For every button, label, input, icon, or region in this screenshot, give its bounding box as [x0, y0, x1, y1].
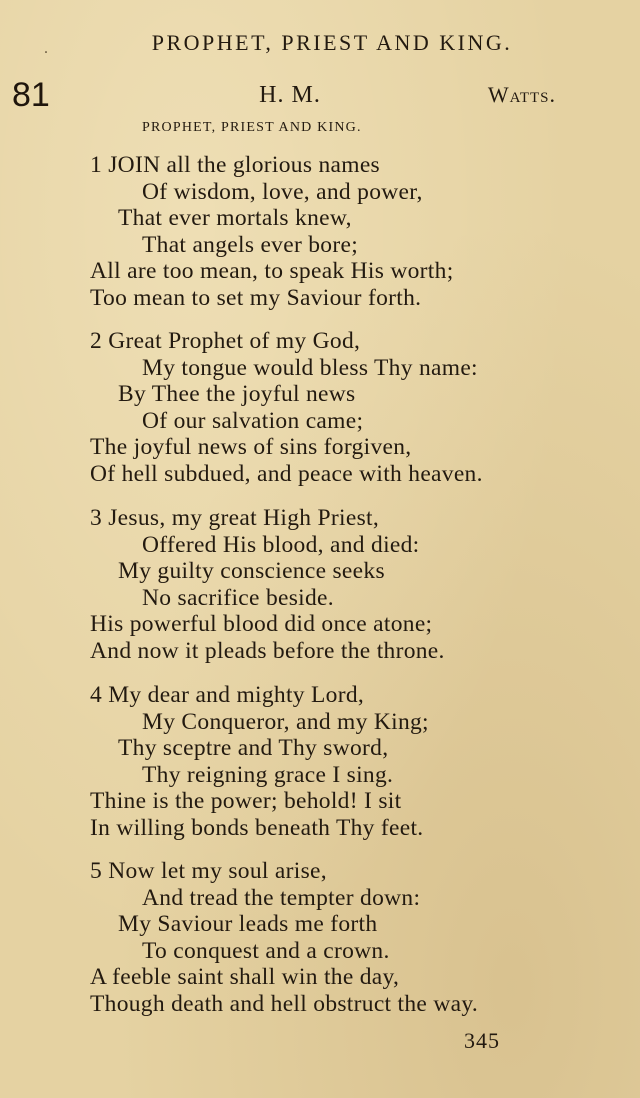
stanza-line: Of wisdom, love, and power, — [142, 178, 423, 205]
stanza-line: My Conqueror, and my King; — [142, 708, 429, 735]
stanza-line: My Saviour leads me forth — [118, 911, 378, 937]
stanza-line: No sacrifice beside. — [142, 584, 334, 611]
running-head: PROPHET, PRIEST AND KING. — [151, 30, 513, 55]
hymn-number: 81 — [12, 76, 50, 114]
stanza-line: Thine is the power; behold! I sit — [90, 788, 402, 814]
ink-mark: . — [44, 40, 48, 57]
stanza-line: Thy reigning grace I sing. — [142, 761, 394, 788]
stanza-line: The joyful news of sins forgiven, — [90, 434, 412, 460]
stanza-2 — [90, 328, 483, 487]
stanza-line: My guilty conscience seeks — [118, 558, 385, 584]
stanza-4 — [90, 682, 429, 841]
stanza-line: 1 JOIN all the glorious names — [90, 152, 380, 178]
stanza-line: 3 Jesus, my great High Priest, — [90, 505, 380, 531]
stanza-line: Of our salvation came; — [142, 407, 364, 434]
stanza-line: Offered His blood, and died: — [142, 531, 420, 558]
stanza-line: All are too mean, to speak His worth; — [90, 258, 454, 284]
stanza-1 — [90, 152, 454, 311]
stanza-line: That angels ever bore; — [142, 231, 359, 258]
stanza-line: 2 Great Prophet of my God, — [90, 328, 361, 354]
hymn-subtitle: PROPHET, PRIEST AND KING. — [142, 120, 362, 135]
stanza-line: Too mean to set my Saviour forth. — [90, 284, 422, 311]
stanza-line: By Thee the joyful news — [118, 381, 356, 407]
stanza-line: 4 My dear and mighty Lord, — [90, 682, 365, 708]
stanza-5 — [90, 858, 478, 1017]
stanza-line: Though death and hell obstruct the way. — [90, 990, 479, 1017]
stanza-3 — [90, 505, 445, 664]
hymn-meter: H. M. — [259, 82, 321, 108]
stanza-line: That ever mortals knew, — [118, 205, 352, 231]
stanza-line: In willing bonds beneath Thy feet. — [90, 814, 424, 841]
stanza-line: To conquest and a crown. — [142, 937, 390, 964]
hymn-author: Watts. — [487, 82, 556, 107]
stanza-line: And now it pleads before the throne. — [90, 637, 445, 664]
stanza-line: Thy sceptre and Thy sword, — [118, 735, 389, 761]
stanza-line: His powerful blood did once atone; — [90, 611, 433, 637]
stanza-line: A feeble saint shall win the day, — [90, 964, 400, 990]
stanza-line: My tongue would bless Thy name: — [142, 354, 478, 381]
page-number: 345 — [464, 1028, 500, 1053]
stanza-line: Of hell subdued, and peace with heaven. — [90, 460, 483, 487]
stanza-line: And tread the tempter down: — [142, 884, 421, 911]
stanza-line: 5 Now let my soul arise, — [90, 858, 327, 884]
